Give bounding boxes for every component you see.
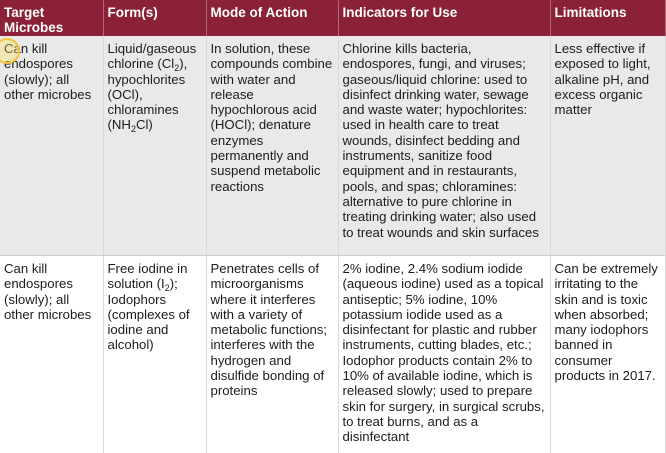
subscript: 2 bbox=[165, 283, 170, 293]
table-row-iodine bbox=[0, 256, 665, 453]
cell-limitations: Less effective if exposed to light, alkaline pH, and excess organic matter bbox=[550, 36, 665, 256]
text: Liquid/gaseous chlorine (Cl bbox=[108, 41, 197, 71]
text: ), hypochlorites (OCl), chloramines (NH bbox=[108, 56, 188, 132]
cell-forms bbox=[103, 256, 206, 453]
subscript: 2 bbox=[131, 124, 136, 134]
header-indicators-for-use: Indicators for Use bbox=[338, 0, 550, 36]
cell-indicators: 2% iodine, 2.4% sodium iodide (aqueous iodine) used as a topical antiseptic; 5% iodine, 10% potassium iodide used as a disinfectant for plastic and rubber instruments, cutting blades, etc.; Iodophor products contain 2% to 10% of available iodine, which is released slowly; used to prepare skin for surgery, in surgical scrubs, to treat burns, and as a disinfectant bbox=[338, 256, 550, 453]
header-limitations: Limitations bbox=[550, 0, 665, 36]
table-row-chlorine bbox=[0, 36, 665, 256]
text: Cl) bbox=[136, 117, 153, 132]
header-target-microbes: Target Microbes bbox=[0, 0, 103, 36]
cell-mode: In solution, these compounds combine with water and release hypochlorous acid (HOCl); denature enzymes permanently and suspend metabolic reactions bbox=[206, 36, 338, 256]
cell-indicators: Chlorine kills bacteria, endospores, fungi, and viruses; gaseous/liquid chlorine: used to disinfect drinking water, sewage and waste water; hypochlorites: used in health care to treat wounds, disinfect bedding and instruments, sanitize food equipment and in restaurants, pools, and spas; chloramines: alternative to pure chlorine in treating drinking water; also used to treat wounds and skin surfaces bbox=[338, 36, 550, 256]
header-row bbox=[0, 0, 665, 36]
subscript: 2 bbox=[174, 63, 179, 73]
cell-forms bbox=[103, 36, 206, 256]
text: Free iodine in solution (I bbox=[108, 261, 188, 291]
cell-target: Can kill endospores (slowly); all other microbes bbox=[0, 36, 103, 256]
cell-mode: Penetrates cells of microorganisms where it interferes with a variety of metabolic functions; interferes with the hydrogen and disulfide bonding of proteins bbox=[206, 256, 338, 453]
cell-target: Can kill endospores (slowly); all other microbes bbox=[0, 256, 103, 453]
header-forms: Form(s) bbox=[103, 0, 206, 36]
cell-limitations: Can be extremely irritating to the skin and is toxic when absorbed; many iodophors banned in consumer products in 2017. bbox=[550, 256, 665, 453]
text: ); Iodophors (complexes of iodine and alcohol) bbox=[108, 276, 190, 352]
header-mode-of-action: Mode of Action bbox=[206, 0, 338, 36]
